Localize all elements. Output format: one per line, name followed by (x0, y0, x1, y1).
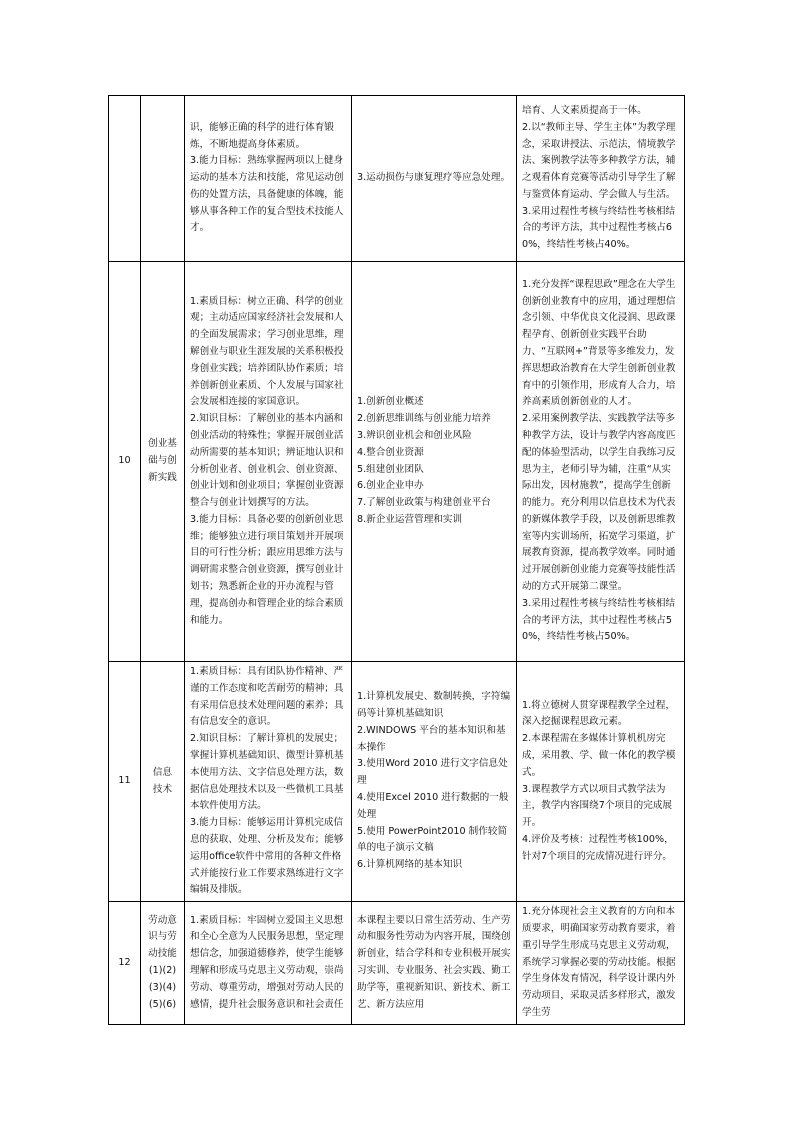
content-line: 本课程主要以日常生活劳动、生产劳动和服务性劳动为内容开展，围绕创新创业，结合学科和专业积极开展实习实训、专业服务、社会实践、勤工助学等，重视新知识、新技术、新工艺、新方法应用 (357, 914, 511, 1010)
content-line: 1.计算机发展史、数制转换，字符编码等计算机基础知识 (357, 691, 511, 719)
course-table (108, 95, 685, 1025)
method-line: 3.课程教学方式以项目式教学法为主，教学内容围绕7个项目的完成展开。 (522, 783, 673, 829)
course-content (352, 902, 517, 1025)
table-row (109, 902, 685, 1025)
objective-line: 1.素质目标：树立正确、科学的创业观；主动适应国家经济社会发展和人的全面发展需求；学习创业思维，理解创业与职业生涯发展的关系积极投身创业实践；培养团队协作素质；培养创新创业素质、个人发展与国家社会发展相连接的家国意识。 (190, 295, 344, 408)
content-line: 4.使用Excel 2010 进行数据的一般处理 (357, 791, 509, 820)
course-objectives (185, 902, 352, 1025)
course-name-line: 动技能 (148, 948, 177, 960)
course-name-line: 劳动意 (148, 914, 177, 926)
course-name-line: (1)(2) (148, 964, 177, 976)
table-row (109, 262, 685, 662)
objective-line: 3.能力目标：具备必要的创新创业思维；能够独立进行项目策划并开展项目的可行性分析；跟应用思维方法与调研需求整合创业资源，撰写创业计划书；熟悉新企业的开办流程与管理，提高创办和管理企业的综合素质和能力。 (190, 513, 344, 626)
content-line: 2.WINDOWS 平台的基本知识和基本操作 (357, 724, 506, 753)
teaching-methods (517, 902, 685, 1025)
method-line: 培育、人文素质提高于一体。 (522, 104, 647, 116)
teaching-methods (517, 96, 685, 262)
course-content (352, 96, 517, 262)
objective-line: 2.知识目标：了解创业的基本内涵和创业活动的特殊性；掌握开展创业活动所需要的基本知识；辨证地认识和分析创业者、创业机会、创业资源、创业计划和创业项目；掌握创业资源整合与创业计划撰写的方法。 (190, 413, 344, 509)
course-name-line: (3)(4) (148, 981, 177, 993)
course-number (109, 96, 141, 262)
method-line: 2.以“教师主导、学生主体”为教学理念，采取讲授法、示范法，情境教学法、案例教学法等多种教学方法，辅之观看体育竞赛等活动引导学生了解与鉴赏体育运动、学会做人与生活。 (522, 121, 676, 200)
course-name-line: 创业基 (148, 438, 177, 450)
content-line: 6.创业企业申办 (357, 480, 424, 492)
course-name-line: 信息 (152, 766, 173, 778)
course-objectives (185, 262, 352, 662)
table-row (109, 96, 685, 262)
teaching-methods (517, 662, 685, 902)
course-number: 10 (109, 262, 141, 662)
method-line: 2.本课程需在多媒体计算机机房完成，采用教、学、做一体化的教学模式。 (522, 733, 676, 778)
course-name (141, 662, 185, 902)
content-line: 5.组建创业团队 (357, 463, 424, 475)
method-line: 1.将立德树人贯穿课程教学全过程，深入挖掘课程思政元素。 (522, 699, 676, 728)
objective-line: 2.知识目标：了解计算机的发展史；掌握计算机基础知识、微型计算机基本使用方法、文字信息处理方法，数据信息处理技术以及一些微机工具基本软件使用方法。 (190, 733, 344, 812)
content-line: 8.新企业运营管理和实训 (357, 513, 463, 525)
course-name (141, 96, 185, 262)
course-name-line: (5)(6) (148, 998, 177, 1010)
course-name-line: 技术 (152, 783, 173, 795)
objective-line: 识，能够正确的科学的进行体育锻炼，不断地提高身体素质。 (190, 121, 334, 150)
course-content (352, 662, 517, 902)
objective-line: 1.素质目标：牢固树立爱国主义思想和全心全意为人民服务思想，坚定理想信念，加强道德修养，使学生能够理解和形成马克思主义劳动观，崇尚劳动、尊重劳动，增强对劳动人民的感情，提升社会服务意识和社会责任 (190, 914, 344, 1010)
objective-line: 3.能力目标：熟练掌握两项以上健身运动的基本方法和技能，常见运动创伤的处置方法，具备健康的体魄，能够从事各种工作的复合型技术技能人才。 (190, 155, 344, 234)
method-line: 2.采用案例教学法、实践教学法等多种教学方法，设计与教学内容高度匹配的体验型活动，以学生自我练习反思为主，老师引导为辅，注重“从实际出发，因材施教”，提高学生创新的能力。充分利用以信息技术为代表的新媒体教学手段，以及创新思维教室等内实训场所，拓宽学习渠道，扩展教育资源，提高教学效率。同时通过开展创新创业能力竞赛等技能性活动的方式开展第二课堂。 (522, 413, 676, 593)
content-line: 3.辨识创业机会和创业风险 (357, 429, 472, 441)
method-line: 4.评价及考核：过程性考核100%，针对7个项目的完成情况进行评分。 (522, 833, 674, 862)
method-line: 3.采用过程性考核与终结性考核相结合的考评方法，其中过程性考核占50%，终结性考核占50%。 (522, 597, 676, 643)
table-row (109, 662, 685, 902)
course-number: 11 (109, 662, 141, 902)
content-line: 4.整合创业资源 (357, 446, 424, 458)
content-line: 6.计算机网络的基本知识 (357, 859, 463, 871)
method-line: 3.采用过程性考核与终结性考核相结合的考评方法，其中过程性考核占60%，终结性考核占40%。 (522, 205, 676, 251)
content-line: 2.创新思维训练与创业能力培养 (357, 413, 491, 425)
course-number: 12 (109, 902, 141, 1025)
content-line: 5.使用 PowerPoint2010 制作较简单的电子演示文稿 (357, 825, 508, 854)
course-name (141, 902, 185, 1025)
teaching-methods (517, 262, 685, 662)
objective-line: 3.能力目标：能够运用计算机完成信息的获取、处理、分析及发布；能够运用office软件中常用的各种文件格式并能按行业工作要求熟练进行文字编辑及排版。 (190, 817, 344, 896)
course-objectives (185, 662, 352, 902)
content-line: 3.运动损伤与康复理疗等应急处理。 (357, 172, 511, 184)
course-name-line: 识与劳 (148, 931, 177, 943)
course-table-body (109, 96, 685, 1025)
method-line: 1.充分发挥“课程思政”理念在大学生创新创业教育中的应用，通过理想信念引领、中华优良文化浸润、思政课程孕育、创新创业实践平台助力、“互联网+”背景等多维发力，发挥思想政治教育在大学生创新创业教育中的引领作用，形成育人合力，培养高素质创新创业的人才。 (522, 278, 676, 408)
course-name-line: 新实践 (148, 471, 177, 483)
content-line: 1.创新创业概述 (357, 396, 424, 408)
course-name (141, 262, 185, 662)
content-line: 3.使用Word 2010 进行文字信息处理 (357, 758, 508, 787)
content-line: 7.了解创业政策与构建创业平台 (357, 497, 491, 509)
objective-line: 1.素质目标：具有团队协作精神、严谨的工作态度和吃苦耐劳的精神；具有采用信息技术处理问题的素养；具有信息安全的意识。 (190, 666, 344, 728)
course-content (352, 262, 517, 662)
course-name-line: 础与创 (148, 455, 177, 467)
course-objectives (185, 96, 352, 262)
method-line: 1.充分体现社会主义教育的方向和本质要求，明确国家劳动教育要求，着重引导学生形成马克思主义劳动观，系统学习掌握必要的劳动技能。根据学生身体发育情况，科学设计课内外劳动项目，采取灵活多样形式，激发学生劳 (522, 906, 676, 1018)
